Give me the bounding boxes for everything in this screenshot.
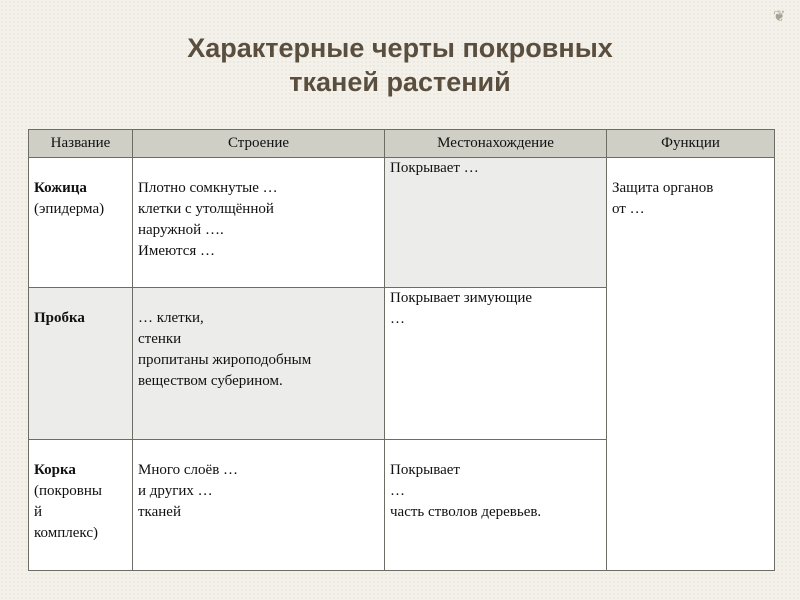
slide-title: Характерные черты покровных тканей растений <box>187 33 613 97</box>
row-name-cell <box>29 288 133 440</box>
tissue-name: Кожица <box>34 180 87 196</box>
structure-cell: Много слоёв … и других … тканей <box>133 440 385 571</box>
table-row <box>29 158 775 288</box>
tissue-name: Корка <box>34 462 76 478</box>
row-name-cell <box>29 158 133 288</box>
tissue-name: Пробка <box>34 310 85 326</box>
function-cell: Защита органов от … <box>607 158 775 571</box>
header-function: Функции <box>607 130 775 158</box>
location-cell: Покрывает … часть стволов деревьев. <box>385 440 607 571</box>
tissue-name-sub: (покровны й комплекс) <box>34 483 102 541</box>
header-name: Название <box>29 130 133 158</box>
location-cell: Покрывает зимующие … <box>385 288 607 440</box>
header-location: Местонахождение <box>385 130 607 158</box>
row-name-cell <box>29 440 133 571</box>
header-structure: Строение <box>133 130 385 158</box>
structure-cell: Плотно сомкнутые … клетки с утолщённой наружной …. Имеются … <box>133 158 385 288</box>
tissue-table <box>28 129 775 571</box>
tissue-name-sub: (эпидерма) <box>34 201 105 217</box>
location-cell: Покрывает … <box>385 158 607 288</box>
structure-cell: … клетки, стенки пропитаны жироподобным веществом суберином. <box>133 288 385 440</box>
corner-ornament-icon: ❦ <box>773 7 786 25</box>
table-header-row <box>29 130 775 158</box>
